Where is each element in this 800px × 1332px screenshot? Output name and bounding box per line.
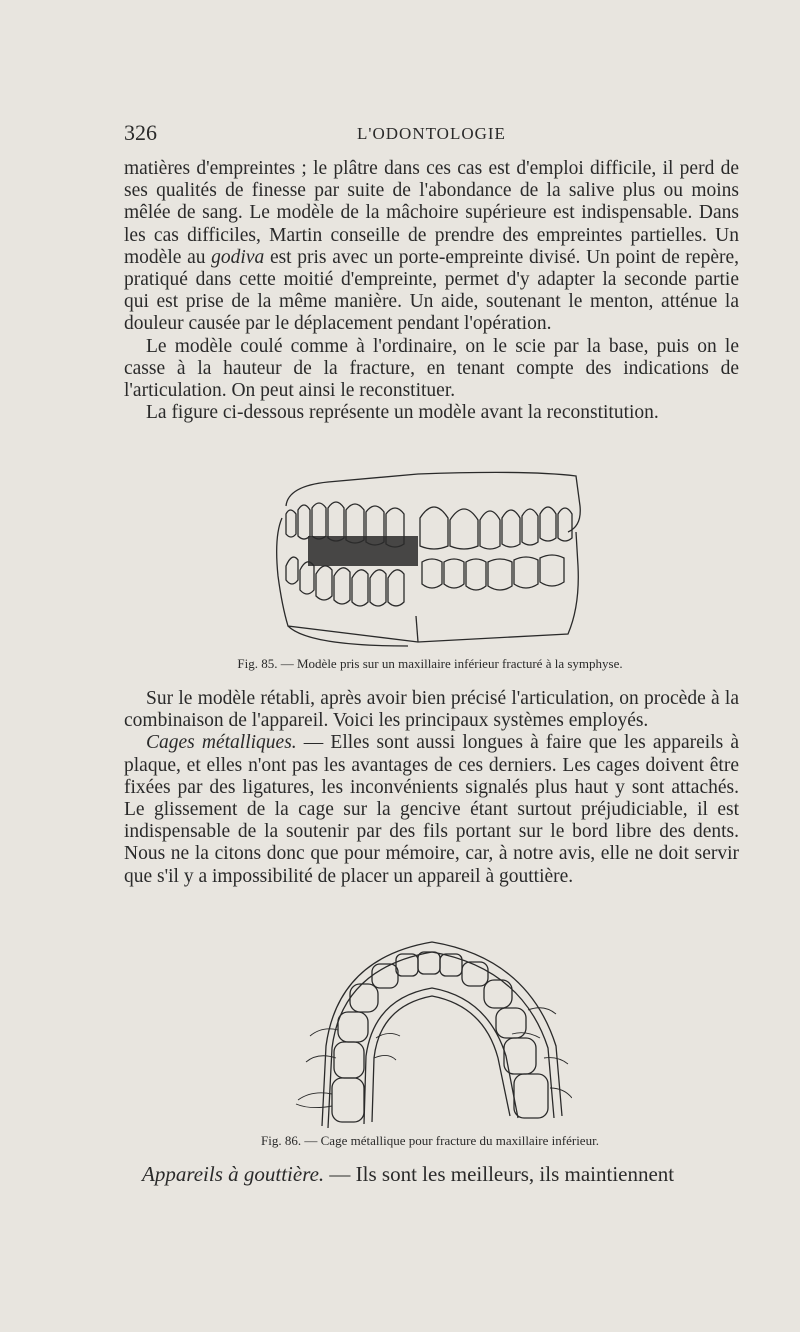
figure-85-illustration [268, 466, 588, 652]
paragraph-4: Sur le modèle rétabli, après avoir bien précisé l'articulation, on procède à la combinaison de l'appareil. Voici les principaux systèmes employés. [124, 688, 739, 732]
figure-86-label: Fig. 86. [261, 1133, 302, 1148]
text-block-bottom [124, 688, 739, 888]
paragraph-6-italic: Appareils à gouttière. [142, 1162, 325, 1186]
running-head: L'ODONTOLOGIE [357, 124, 506, 143]
figure-86-illustration [292, 938, 572, 1130]
paragraph-5-italic: Cages métalliques. [146, 732, 297, 754]
page-header [124, 120, 739, 150]
figure-85-caption [160, 656, 700, 672]
text-block-top [124, 158, 739, 424]
figure-85-label: Fig. 85. [237, 656, 278, 671]
text-block-last [142, 1163, 762, 1185]
paragraph-1-rest: est pris avec un porte-empreinte divisé. Un point de repère, pratiqué dans cette moitié d'empreinte, permet d'y adapter la seconde partie qui est prise de la même manière. Un aide, soutenant le menton, atténue la douleur causée par le déplacement pendant l'opération. [124, 246, 740, 335]
paragraph-3: La figure ci-dessous représente un modèle avant la reconstitution. [146, 402, 659, 424]
figure-86-caption-text: — Cage métallique pour fracture du maxillaire inférieur. [304, 1133, 599, 1148]
paragraph-6-text: — Ils sont les meilleurs, ils maintiennent [324, 1162, 675, 1186]
paragraph-1 [124, 158, 739, 336]
page-number: 326 [124, 120, 157, 145]
figure-86-caption [150, 1133, 710, 1149]
paragraph-5-text: — Elles sont aussi longues à faire que les appareils à plaque, et elles n'ont pas les avantages de ces derniers. Les cages doivent être fixées par des ligatures, les inconvénients signalés plus haut y sont attachés. Le glissement de la cage sur la gencive étant surtout préjudiciable, il est indispensable de la soutenir par des fils portant sur le bord libre des dents. Nous ne la citons donc que pour mémoire, car, à notre avis, elle ne doit servir que s'il y a impossibilité de placer un appareil à gouttière. [124, 732, 740, 887]
figure-85-caption-text: — Modèle pris sur un maxillaire inférieur fracturé à la symphyse. [280, 656, 623, 671]
paragraph-2: Le modèle coulé comme à l'ordinaire, on le scie par la base, puis on le casse à la hauteur de la fracture, en tenant compte des indications de l'articulation. On peut ainsi le reconstituer. [124, 335, 739, 402]
paragraph-1-italic: godiva [211, 246, 265, 268]
paragraph-5 [124, 732, 739, 887]
paragraph-6 [142, 1163, 762, 1185]
paragraph-1-text: matières d'empreintes ; le plâtre dans ces cas est d'emploi difficile, il perd de ses qualités de finesse par suite de l'abondance de la salive plus ou moins mêlée de sang. Le modèle de la mâchoire supérieure est indispensable. Dans les cas difficiles, Martin conseille de prendre des empreintes partielles. Un modèle au [124, 158, 739, 268]
